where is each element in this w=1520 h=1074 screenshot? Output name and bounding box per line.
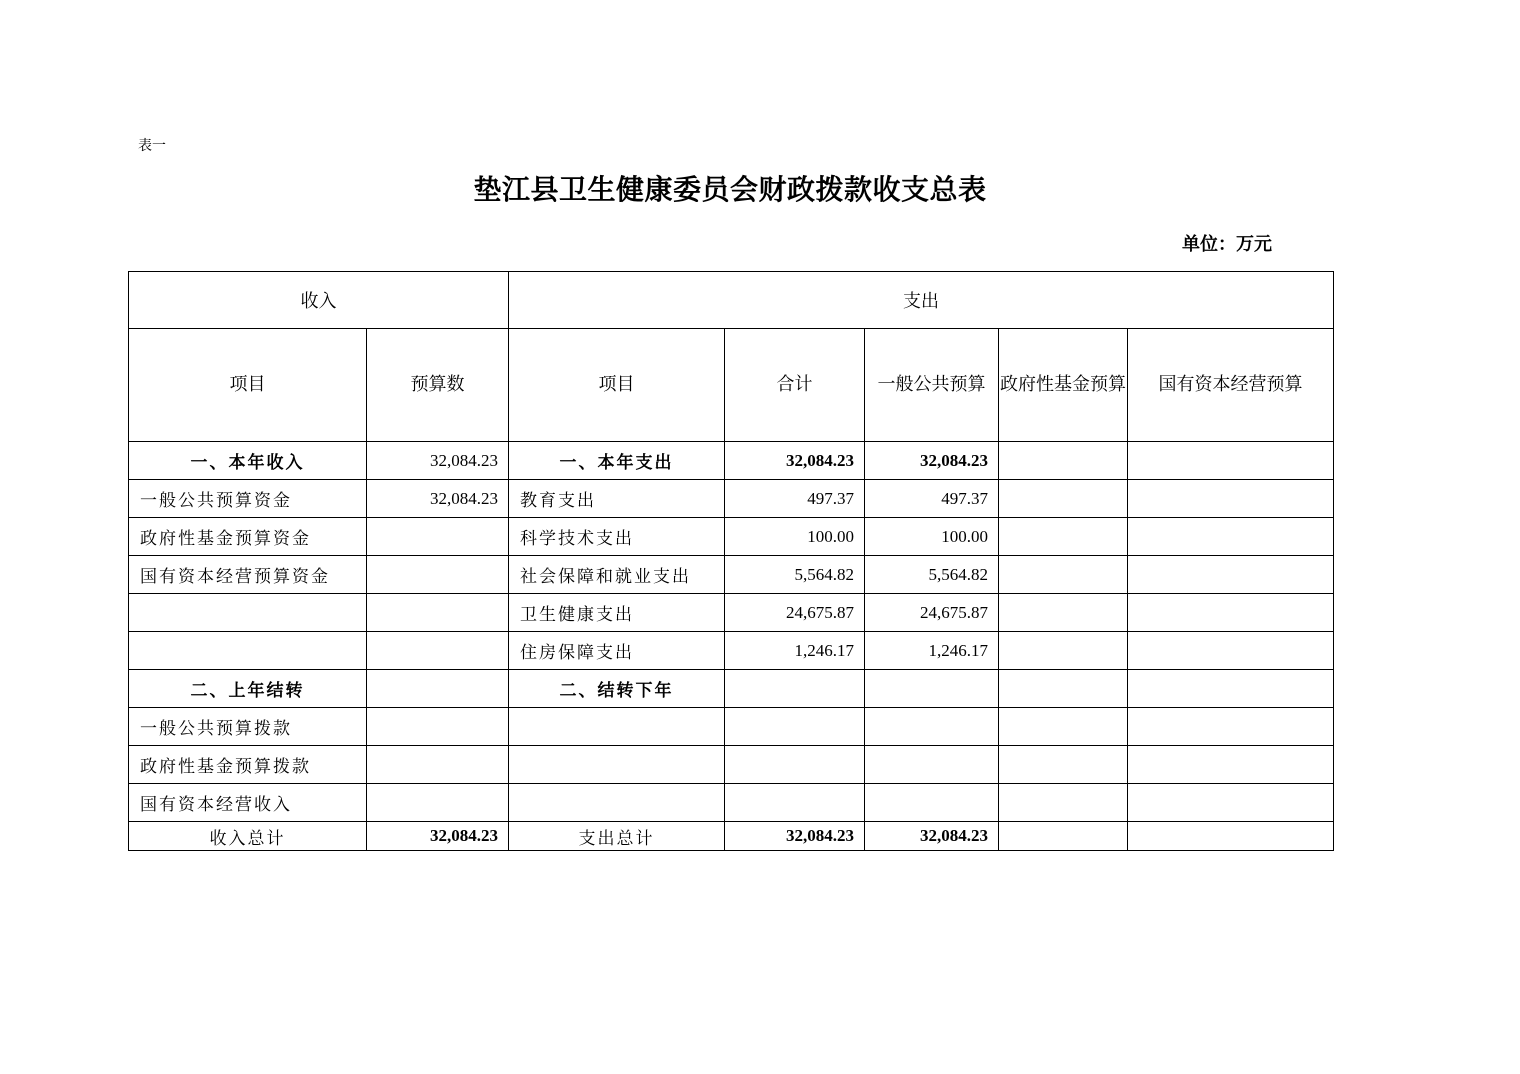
general-budget-header: 一般公共预算 — [865, 329, 999, 442]
expense-item-cell: 科学技术支出 — [509, 518, 725, 556]
expense-total-cell — [725, 746, 865, 784]
fund-budget-cell — [999, 518, 1128, 556]
income-budget-cell — [367, 708, 509, 746]
table-row — [129, 708, 1334, 746]
table-row — [129, 784, 1334, 822]
state-capital-budget-cell — [1128, 784, 1334, 822]
income-budget-cell: 32,084.23 — [367, 442, 509, 480]
fund-budget-cell — [999, 480, 1128, 518]
expense-item-cell: 二、结转下年 — [509, 670, 725, 708]
expense-total-cell: 1,246.17 — [725, 632, 865, 670]
state-capital-budget-cell — [1128, 670, 1334, 708]
expense-total-value: 32,084.23 — [725, 822, 865, 851]
general-budget-cell — [865, 670, 999, 708]
income-budget-cell — [367, 594, 509, 632]
income-item-cell: 国有资本经营收入 — [129, 784, 367, 822]
table-row — [129, 594, 1334, 632]
general-budget-cell: 32,084.23 — [865, 442, 999, 480]
expense-total-cell: 32,084.23 — [725, 442, 865, 480]
table-row — [129, 518, 1334, 556]
expense-item-cell: 卫生健康支出 — [509, 594, 725, 632]
expense-group-header: 支出 — [509, 272, 1334, 329]
general-budget-total-value: 32,084.23 — [865, 822, 999, 851]
income-item-cell — [129, 632, 367, 670]
expense-item-header: 项目 — [509, 329, 725, 442]
state-capital-budget-cell — [1128, 594, 1334, 632]
expense-item-cell — [509, 746, 725, 784]
income-item-header: 项目 — [129, 329, 367, 442]
income-item-cell: 政府性基金预算资金 — [129, 518, 367, 556]
income-budget-header: 预算数 — [367, 329, 509, 442]
fund-budget-cell — [999, 442, 1128, 480]
expense-item-cell — [509, 784, 725, 822]
state-capital-budget-cell — [1128, 556, 1334, 594]
income-item-cell: 二、上年结转 — [129, 670, 367, 708]
income-group-header: 收入 — [129, 272, 509, 329]
table-row — [129, 746, 1334, 784]
expense-item-cell: 住房保障支出 — [509, 632, 725, 670]
fund-budget-cell — [999, 708, 1128, 746]
income-budget-cell — [367, 670, 509, 708]
table-row — [129, 632, 1334, 670]
budget-summary-table — [128, 271, 1334, 851]
state-capital-budget-header: 国有资本经营预算 — [1128, 329, 1334, 442]
table-row — [129, 556, 1334, 594]
fund-budget-cell — [999, 746, 1128, 784]
general-budget-cell: 5,564.82 — [865, 556, 999, 594]
income-budget-cell — [367, 518, 509, 556]
fund-budget-cell — [999, 670, 1128, 708]
income-item-cell: 一、本年收入 — [129, 442, 367, 480]
page-title: 垫江县卫生健康委员会财政拨款收支总表 — [473, 173, 987, 206]
income-budget-cell: 32,084.23 — [367, 480, 509, 518]
expense-total-header: 合计 — [725, 329, 865, 442]
income-budget-cell — [367, 632, 509, 670]
income-total-value: 32,084.23 — [367, 822, 509, 851]
fund-budget-cell — [999, 556, 1128, 594]
general-budget-cell: 24,675.87 — [865, 594, 999, 632]
unit-label: 单位：万元 — [1182, 234, 1272, 255]
expense-item-cell: 一、本年支出 — [509, 442, 725, 480]
fund-budget-cell — [999, 594, 1128, 632]
expense-total-cell — [725, 784, 865, 822]
expense-total-cell: 24,675.87 — [725, 594, 865, 632]
fund-budget-header: 政府性基金预算 — [999, 329, 1128, 442]
fund-budget-total-value — [999, 822, 1128, 851]
general-budget-cell: 100.00 — [865, 518, 999, 556]
income-item-cell — [129, 594, 367, 632]
income-item-cell: 一般公共预算资金 — [129, 480, 367, 518]
general-budget-cell — [865, 708, 999, 746]
expense-total-cell: 497.37 — [725, 480, 865, 518]
state-capital-budget-total-value — [1128, 822, 1334, 851]
income-budget-cell — [367, 746, 509, 784]
state-capital-budget-cell — [1128, 746, 1334, 784]
expense-item-cell: 教育支出 — [509, 480, 725, 518]
table-id: 表一 — [138, 138, 166, 154]
general-budget-cell — [865, 746, 999, 784]
expense-total-label: 支出总计 — [509, 822, 725, 851]
table-row — [129, 670, 1334, 708]
state-capital-budget-cell — [1128, 632, 1334, 670]
income-item-cell: 政府性基金预算拨款 — [129, 746, 367, 784]
general-budget-cell: 497.37 — [865, 480, 999, 518]
state-capital-budget-cell — [1128, 442, 1334, 480]
expense-item-cell — [509, 708, 725, 746]
income-total-label: 收入总计 — [129, 822, 367, 851]
column-header-row — [129, 329, 1334, 442]
expense-total-cell: 100.00 — [725, 518, 865, 556]
totals-row — [129, 822, 1334, 851]
income-budget-cell — [367, 556, 509, 594]
fund-budget-cell — [999, 632, 1128, 670]
table-row — [129, 442, 1334, 480]
state-capital-budget-cell — [1128, 708, 1334, 746]
income-item-cell: 一般公共预算拨款 — [129, 708, 367, 746]
income-item-cell: 国有资本经营预算资金 — [129, 556, 367, 594]
group-header-row — [129, 272, 1334, 329]
fund-budget-cell — [999, 784, 1128, 822]
expense-item-cell: 社会保障和就业支出 — [509, 556, 725, 594]
income-budget-cell — [367, 784, 509, 822]
table-row — [129, 480, 1334, 518]
state-capital-budget-cell — [1128, 480, 1334, 518]
general-budget-cell: 1,246.17 — [865, 632, 999, 670]
expense-total-cell: 5,564.82 — [725, 556, 865, 594]
general-budget-cell — [865, 784, 999, 822]
state-capital-budget-cell — [1128, 518, 1334, 556]
expense-total-cell — [725, 670, 865, 708]
expense-total-cell — [725, 708, 865, 746]
